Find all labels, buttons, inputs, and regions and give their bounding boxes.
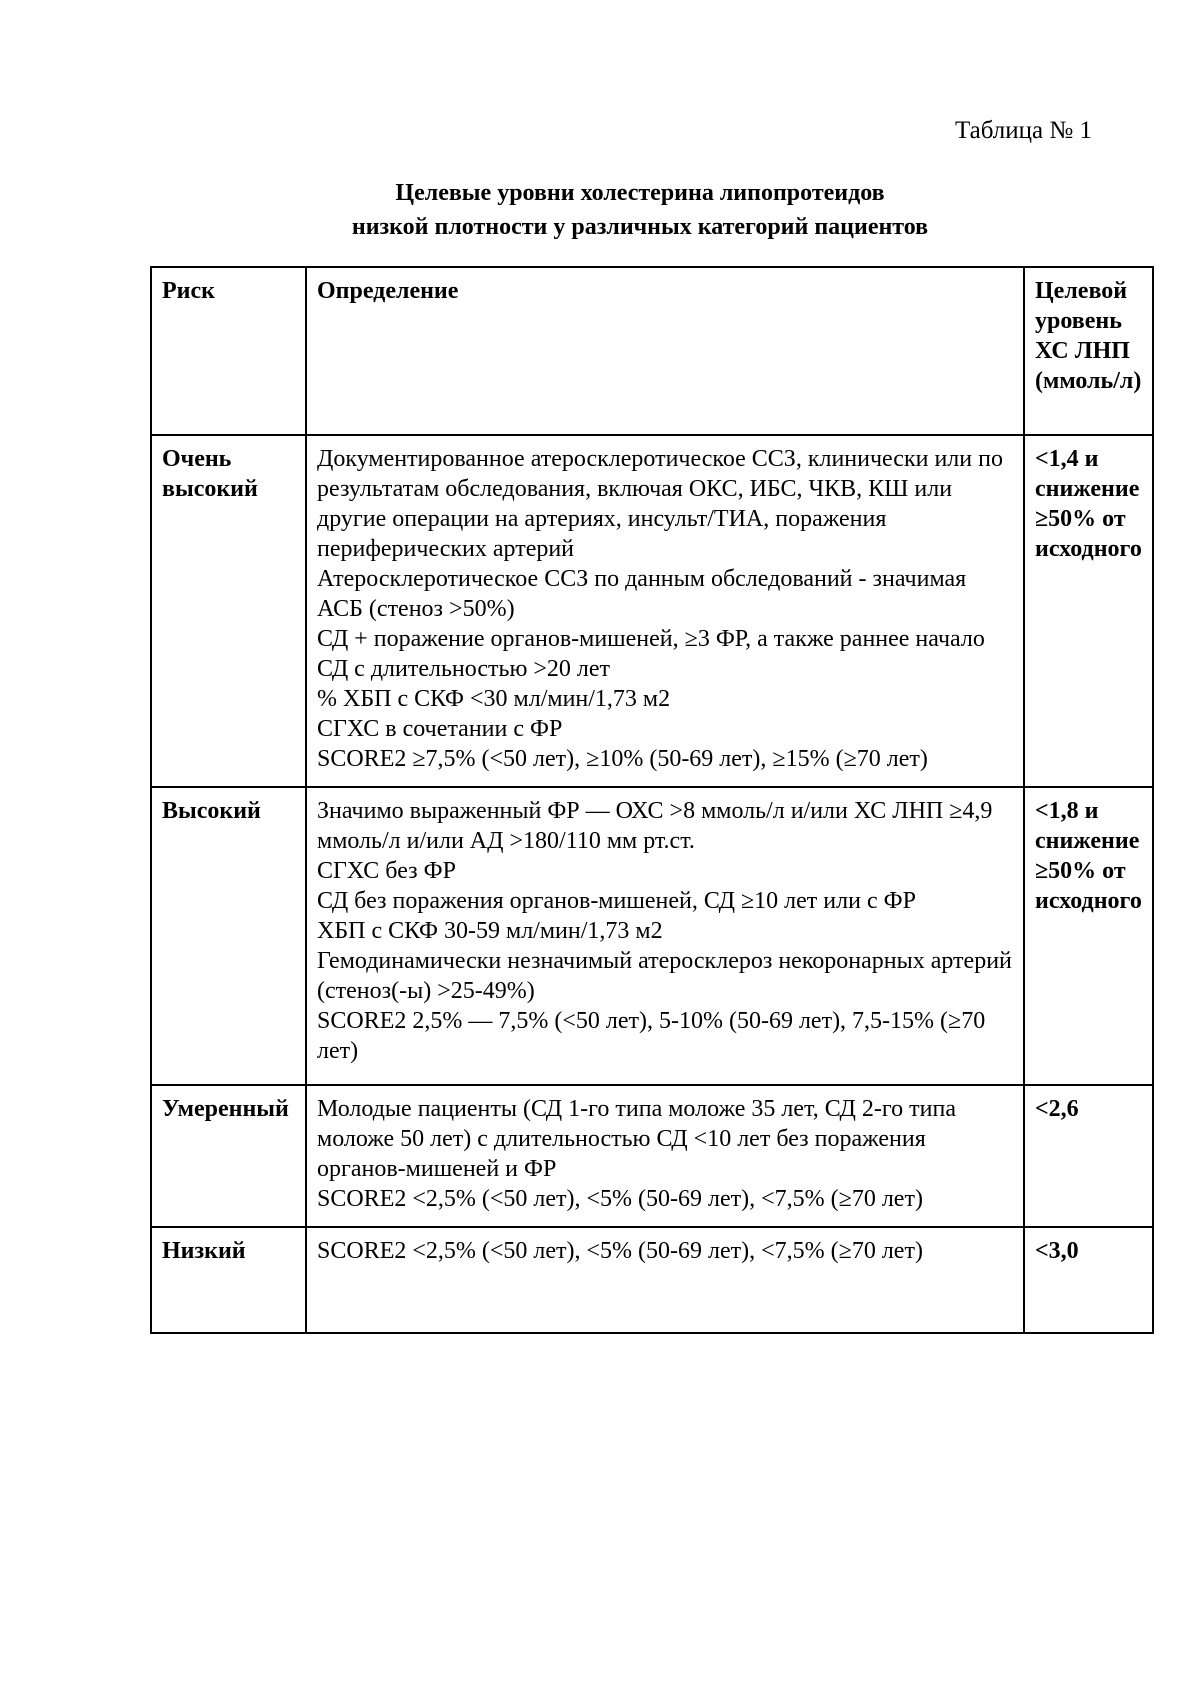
definition-cell — [306, 787, 1024, 1085]
definition-cell — [306, 435, 1024, 787]
target-cell: <2,6 — [1024, 1085, 1153, 1227]
table-row — [151, 435, 1153, 787]
target-cell: <1,4 и снижение ≥50% от исходного — [1024, 435, 1153, 787]
definition-line: Значимо выраженный ФР — ОХС >8 ммоль/л и/или ХС ЛНП ≥4,9 ммоль/л и/или АД >180/110 мм рт.ст. — [317, 798, 993, 854]
table-number: Таблица № 1 — [954, 117, 1092, 144]
definition-line: SCORE2 <2,5% (<50 лет), <5% (50-69 лет), <7,5% (≥70 лет) — [317, 1238, 923, 1264]
definition-line: Молодые пациенты (СД 1-го типа моложе 35 лет, СД 2-го типа моложе 50 лет) с длительностью СД <10 лет без поражения органов-мишеней и ФР — [317, 1096, 956, 1182]
definition-line: Документированное атеросклеротическое ССЗ, клинически или по результатам обследования, включая ОКС, ИБС, ЧКВ, КШ или другие операции на артериях, инсульт/ТИА, поражения периферических артерий — [317, 446, 1003, 562]
document-title — [150, 176, 1130, 244]
definition-line: % ХБП с СКФ <30 мл/мин/1,73 м2 — [317, 686, 671, 712]
definition-line: SCORE2 2,5% — 7,5% (<50 лет), 5-10% (50-69 лет), 7,5-15% (≥70 лет) — [317, 1008, 986, 1064]
definition-line: СГХС без ФР — [317, 858, 456, 884]
definition-line: Атеросклеротическое ССЗ по данным обследований - значимая АСБ (стеноз >50%) — [317, 566, 967, 622]
definition-line: ХБП с СКФ 30-59 мл/мин/1,73 м2 — [317, 918, 663, 944]
header-target: Целевой уровень ХС ЛНП (ммоль/л) — [1024, 267, 1153, 435]
definition-cell — [306, 1085, 1024, 1227]
risk-cell: Очень высокий — [151, 435, 306, 787]
header-risk: Риск — [151, 267, 306, 435]
risk-cell: Высокий — [151, 787, 306, 1085]
target-cell: <3,0 — [1024, 1227, 1153, 1333]
definition-line: SCORE2 ≥7,5% (<50 лет), ≥10% (50-69 лет), ≥15% (≥70 лет) — [317, 746, 928, 772]
definition-cell — [306, 1227, 1024, 1333]
title-line-2: низкой плотности у различных категорий пациентов — [351, 214, 929, 240]
risk-cell: Умеренный — [151, 1085, 306, 1227]
definition-line: СД без поражения органов-мишеней, СД ≥10 лет или с ФР — [317, 888, 916, 914]
definition-line: СД + поражение органов-мишеней, ≥3 ФР, а также раннее начало СД с длительностью >20 лет — [317, 626, 985, 682]
ldl-target-table — [150, 266, 1154, 1334]
target-cell: <1,8 и снижение ≥50% от исходного — [1024, 787, 1153, 1085]
definition-line: SCORE2 <2,5% (<50 лет), <5% (50-69 лет), <7,5% (≥70 лет) — [317, 1186, 923, 1212]
definition-line: Гемодинамически незначимый атеросклероз некоронарных артерий (стеноз(-ы) >25-49%) — [317, 948, 1012, 1004]
header-definition: Определение — [306, 267, 1024, 435]
table-row — [151, 787, 1153, 1085]
table-row — [151, 1227, 1153, 1333]
risk-cell: Низкий — [151, 1227, 306, 1333]
table-header-row — [151, 267, 1153, 435]
table-row — [151, 1085, 1153, 1227]
definition-line: СГХС в сочетании с ФР — [317, 716, 563, 742]
title-line-1: Целевые уровни холестерина липопротеидов — [395, 180, 885, 206]
